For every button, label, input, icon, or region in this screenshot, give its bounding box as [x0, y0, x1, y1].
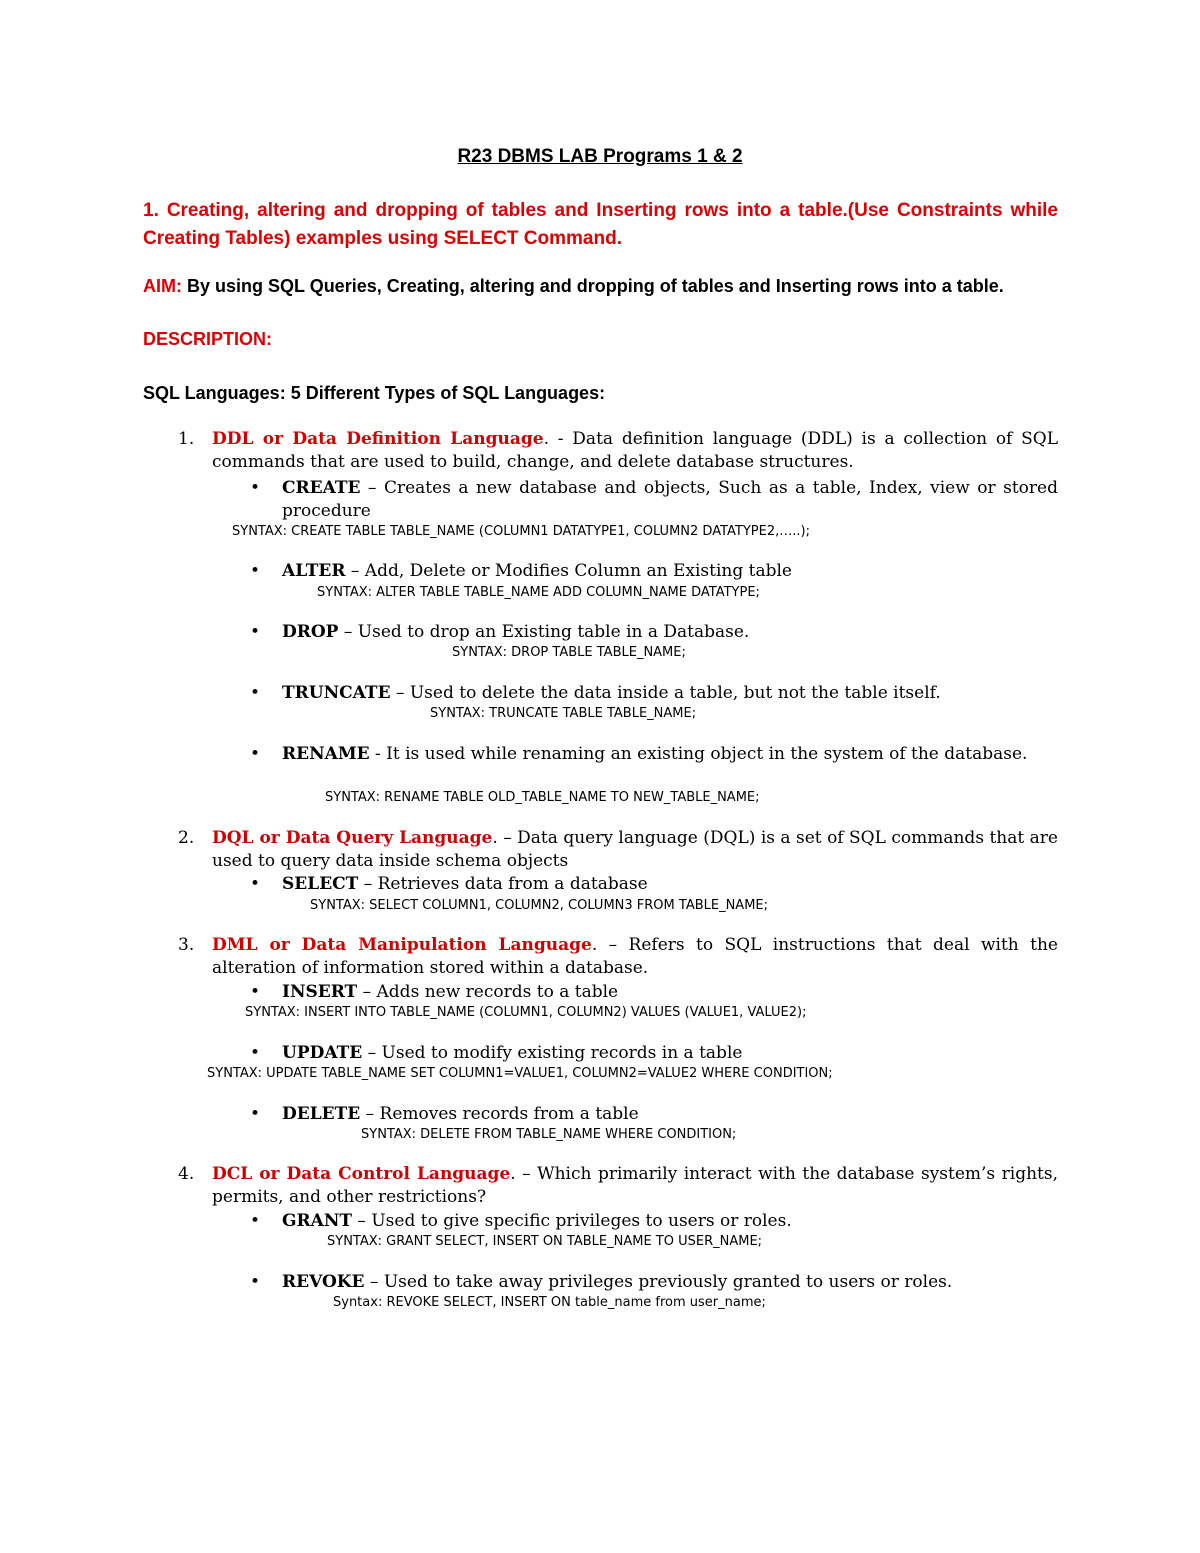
bullet-icon: •: [250, 1043, 261, 1063]
program-heading: 1. Creating, altering and dropping of tables and Inserting rows into a table.(Use Constraints while Creating Tables) examples using SELECT Command.: [143, 200, 1058, 249]
command-keyword: DROP: [282, 622, 339, 642]
command-keyword: CREATE: [282, 478, 361, 498]
command-item-drop: [250, 621, 1058, 644]
language-description: . - Data definition language (DDL) is a collection of SQL commands that are used to build, change, and delete database structures.: [212, 429, 1059, 472]
syntax-truncate: SYNTAX: TRUNCATE TABLE TABLE_NAME;: [430, 706, 697, 721]
bullet-icon: •: [250, 622, 261, 642]
bullet-icon: •: [250, 683, 261, 703]
command-description: – Used to give specific privileges to users or roles.: [352, 1211, 792, 1231]
bullet-icon: •: [250, 561, 261, 581]
command-keyword: UPDATE: [282, 1043, 363, 1063]
command-keyword: ALTER: [282, 561, 346, 581]
list-number: 3.: [178, 935, 195, 955]
list-number: 4.: [178, 1164, 195, 1184]
language-item-dcl: [178, 1163, 1058, 1209]
command-item-create: [250, 477, 1058, 523]
bullet-icon: •: [250, 1104, 261, 1124]
syntax-select: SYNTAX: SELECT COLUMN1, COLUMN2, COLUMN3 FROM TABLE_NAME;: [310, 898, 769, 913]
aim-statement: [143, 276, 1058, 297]
command-item-rename: [250, 743, 1058, 766]
command-item-select: [250, 873, 1058, 896]
command-description: – Retrieves data from a database: [358, 874, 648, 894]
bullet-icon: •: [250, 744, 261, 764]
command-keyword: INSERT: [282, 982, 358, 1002]
command-description: – Used to drop an Existing table in a Database.: [338, 622, 750, 642]
command-item-truncate: [250, 682, 1058, 705]
syntax-create: SYNTAX: CREATE TABLE TABLE_NAME (COLUMN1 DATATYPE1, COLUMN2 DATATYPE2,…..);: [232, 524, 810, 539]
language-item-dml: [178, 934, 1058, 980]
language-item-dql: [178, 827, 1058, 873]
syntax-delete: SYNTAX: DELETE FROM TABLE_NAME WHERE CONDITION;: [361, 1127, 737, 1142]
syntax-insert: SYNTAX: INSERT INTO TABLE_NAME (COLUMN1, COLUMN2) VALUES (VALUE1, VALUE2);: [245, 1005, 807, 1020]
bullet-icon: •: [250, 874, 261, 894]
bullet-icon: •: [250, 1211, 261, 1231]
description-label: DESCRIPTION:: [143, 329, 273, 349]
command-description: - It is used while renaming an existing object in the system of the database.: [369, 744, 1028, 764]
aim-text: By using SQL Queries, Creating, altering and dropping of tables and Inserting rows into a table.: [182, 276, 1004, 296]
bullet-icon: •: [250, 982, 261, 1002]
command-description: – Adds new records to a table: [357, 982, 619, 1002]
command-keyword: TRUNCATE: [282, 683, 391, 703]
command-item-delete: [250, 1103, 1058, 1126]
language-name: DCL or Data Control Language: [212, 1164, 511, 1184]
language-description: . – Refers to SQL instructions that deal with the alteration of information stored within a database.: [212, 935, 1058, 978]
command-item-revoke: [250, 1271, 1058, 1294]
command-item-alter: [250, 560, 1058, 583]
sql-languages-heading: SQL Languages: 5 Different Types of SQL Languages:: [143, 383, 606, 403]
syntax-revoke: Syntax: REVOKE SELECT, INSERT ON table_name from user_name;: [333, 1295, 766, 1310]
command-description: – Creates a new database and objects, Such as a table, Index, view or stored procedure: [282, 478, 1058, 521]
command-item-grant: [250, 1210, 1058, 1233]
command-description: – Used to modify existing records in a table: [362, 1043, 743, 1063]
syntax-grant: SYNTAX: GRANT SELECT, INSERT ON TABLE_NAME TO USER_NAME;: [327, 1234, 763, 1249]
language-name: DML or Data Manipulation Language: [212, 935, 592, 955]
aim-label: AIM:: [143, 276, 182, 296]
language-item-ddl: [178, 428, 1058, 474]
syntax-drop: SYNTAX: DROP TABLE TABLE_NAME;: [452, 645, 686, 660]
command-keyword: DELETE: [282, 1104, 361, 1124]
language-name: DQL or Data Query Language: [212, 828, 493, 848]
document-title: R23 DBMS LAB Programs 1 & 2: [457, 146, 743, 167]
command-keyword: SELECT: [282, 874, 359, 894]
command-description: – Add, Delete or Modifies Column an Existing table: [345, 561, 792, 581]
command-description: – Used to take away privileges previously granted to users or roles.: [364, 1272, 953, 1292]
syntax-alter: SYNTAX: ALTER TABLE TABLE_NAME ADD COLUMN_NAME DATATYPE;: [317, 585, 760, 600]
language-description: . – Data query language (DQL) is a set of SQL commands that are used to query data inside schema objects: [212, 828, 1058, 871]
list-number: 1.: [178, 429, 195, 449]
syntax-update: SYNTAX: UPDATE TABLE_NAME SET COLUMN1=VALUE1, COLUMN2=VALUE2 WHERE CONDITION;: [207, 1066, 833, 1081]
list-number: 2.: [178, 828, 195, 848]
command-description: – Removes records from a table: [360, 1104, 639, 1124]
command-keyword: REVOKE: [282, 1272, 365, 1292]
bullet-icon: •: [250, 1272, 261, 1292]
command-keyword: GRANT: [282, 1211, 353, 1231]
command-keyword: RENAME: [282, 744, 370, 764]
language-description: . – Which primarily interact with the database system’s rights, permits, and other restrictions?: [212, 1164, 1058, 1207]
language-name: DDL or Data Definition Language: [212, 429, 544, 449]
command-item-update: [250, 1042, 1058, 1065]
syntax-rename: SYNTAX: RENAME TABLE OLD_TABLE_NAME TO NEW_TABLE_NAME;: [325, 790, 760, 805]
bullet-icon: •: [250, 478, 261, 498]
command-item-insert: [250, 981, 1058, 1004]
command-description: – Used to delete the data inside a table, but not the table itself.: [390, 683, 941, 703]
